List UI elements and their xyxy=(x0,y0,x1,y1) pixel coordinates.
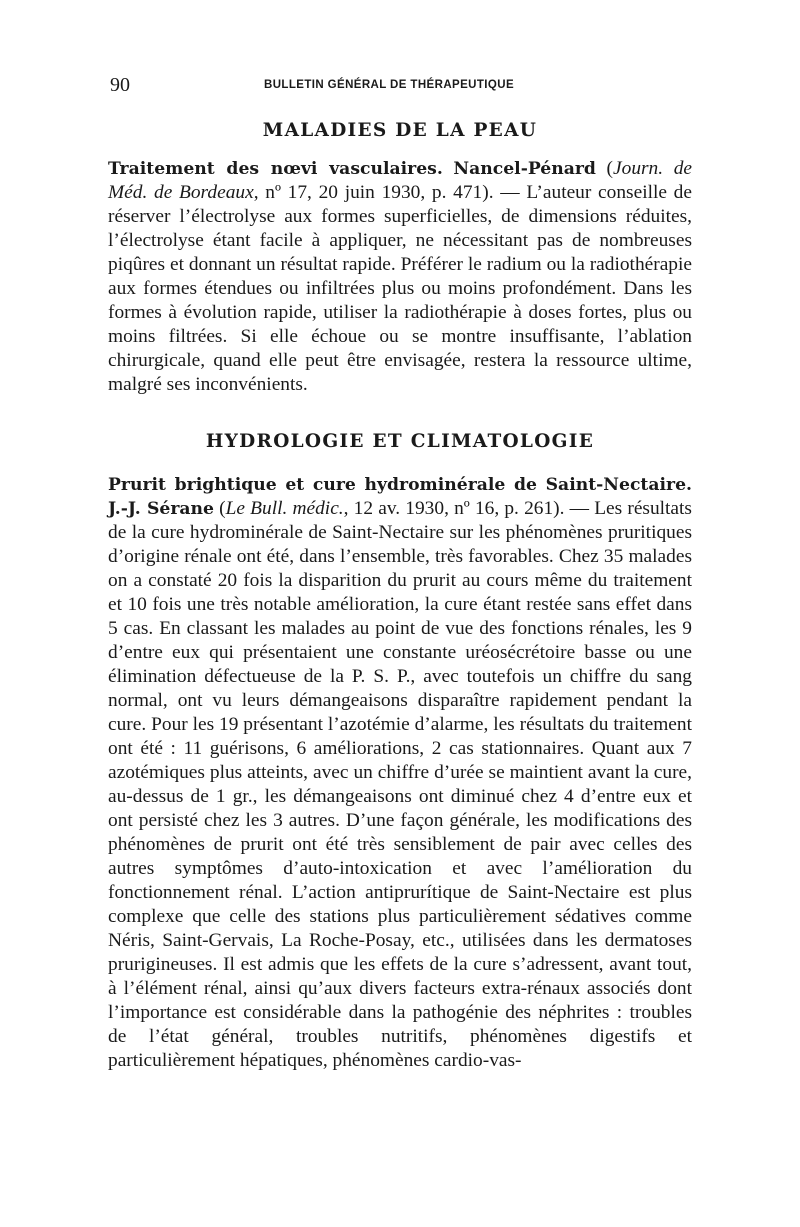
entry-authors: J.-J. Sérane xyxy=(108,499,214,519)
abstract-naevi-vasculaires xyxy=(108,157,692,397)
reference-details: , nº 17, 20 juin 1930, p. 471). xyxy=(253,182,494,203)
abstract-body: — Les résultats de la cure hydrominérale de Saint-Nectaire sur les phénomènes pruritiques d’origine rénale ont été, dans l’ensemble, très favorables. Chez 35 malades on a constaté 20 fois la disparition du prurit au cours même du traitement et 10 fois une très notable amélioration, la cure étant restée sans effet dans 5 cas. En classant les malades au point de vue des fonctions rénales, les 9 d’entre eux qui présentaient une constante uréosécrétoire basse ou une élimination défectueuse de la P. S. P., avec toutefois un chiffre du sang normal, ont vu leurs démangeaisons disparaître rapidement pendant la cure. Pour les 19 présentant l’azotémie d’alarme, les résultats du traitement ont été : 11 guérisons, 6 améliorations, 2 cas stationnaires. Quant aux 7 azotémiques plus atteints, avec un chiffre d’urée se maintient avant la cure, au-dessus de 1 gr., les démangeaisons ont diminué chez 4 d’entre eux et ont persisté chez les 3 autres. D’une façon générale, les modifications des phénomènes de prurit ont été très sensiblement de pair avec celles des autres symptômes d’auto-intoxication et avec l’amélioration du fonctionnement rénal. L’action antiprurítique de Saint-Nectaire est plus complexe que celle des stations plus particulièrement sédatives comme Néris, Saint-Gervais, La Roche-Posay, etc., utilisées dans les dermatoses prurigineuses. Il est admis que les effets de la cure s’adressent, avant tout, à l’élément rénal, ainsi qu’aux divers facteurs extra-rénaux associés dont l’importance est considérable dans la pathogénie des néphrites : troubles de l’état général, troubles nutritifs, phénomènes digestifs et particulièrement hépatiques, phénomènes cardio-vas- xyxy=(108,498,692,1071)
abstract-prurit-brightique xyxy=(108,473,692,1073)
entry-title: Prurit brightique et cure hydrominérale de Saint-Nectaire. xyxy=(108,475,692,495)
running-title: BULLETIN GÉNÉRAL DE THÉRAPEUTIQUE xyxy=(264,79,515,91)
entry-title: Traitement des nœvi vasculaires. xyxy=(108,159,443,179)
running-head xyxy=(108,74,692,100)
reference-open: ( xyxy=(219,498,226,519)
journal-page xyxy=(108,74,692,1073)
entry-authors: Nancel-Pénard xyxy=(453,159,596,179)
reference-open: ( xyxy=(606,158,614,179)
journal-name: Le Bull. médic. xyxy=(225,498,344,519)
page-number: 90 xyxy=(110,74,130,96)
reference-details: , 12 av. 1930, nº 16, p. 261). xyxy=(343,498,565,519)
journal-name: Journ. de Méd. de Bordeaux xyxy=(108,158,692,203)
abstract-body: — L’auteur conseille de réserver l’électrolyse aux formes superficielles, de dimensions réduites, l’électrolyse étant facile à appliquer, ne nécessitant pas de nombreuses piqûres et donnant un résultat rapide. Préférer le radium ou la radiothérapie aux formes étendues ou infiltrées plus ou moins profondément. Dans les formes à évolution rapide, utiliser la radiothérapie à doses fortes, plus ou moins filtrées. Si elle échoue ou se montre insuffisante, l’ablation chirurgicale, quand elle peut être envisagée, restera la ressource ultime, malgré ses inconvénients. xyxy=(108,182,692,395)
section-title-maladies-de-la-peau: MALADIES DE LA PEAU xyxy=(262,120,538,141)
section-title-hydrologie-climatologie: HYDROLOGIE ET CLIMATOLOGIE xyxy=(205,431,595,452)
